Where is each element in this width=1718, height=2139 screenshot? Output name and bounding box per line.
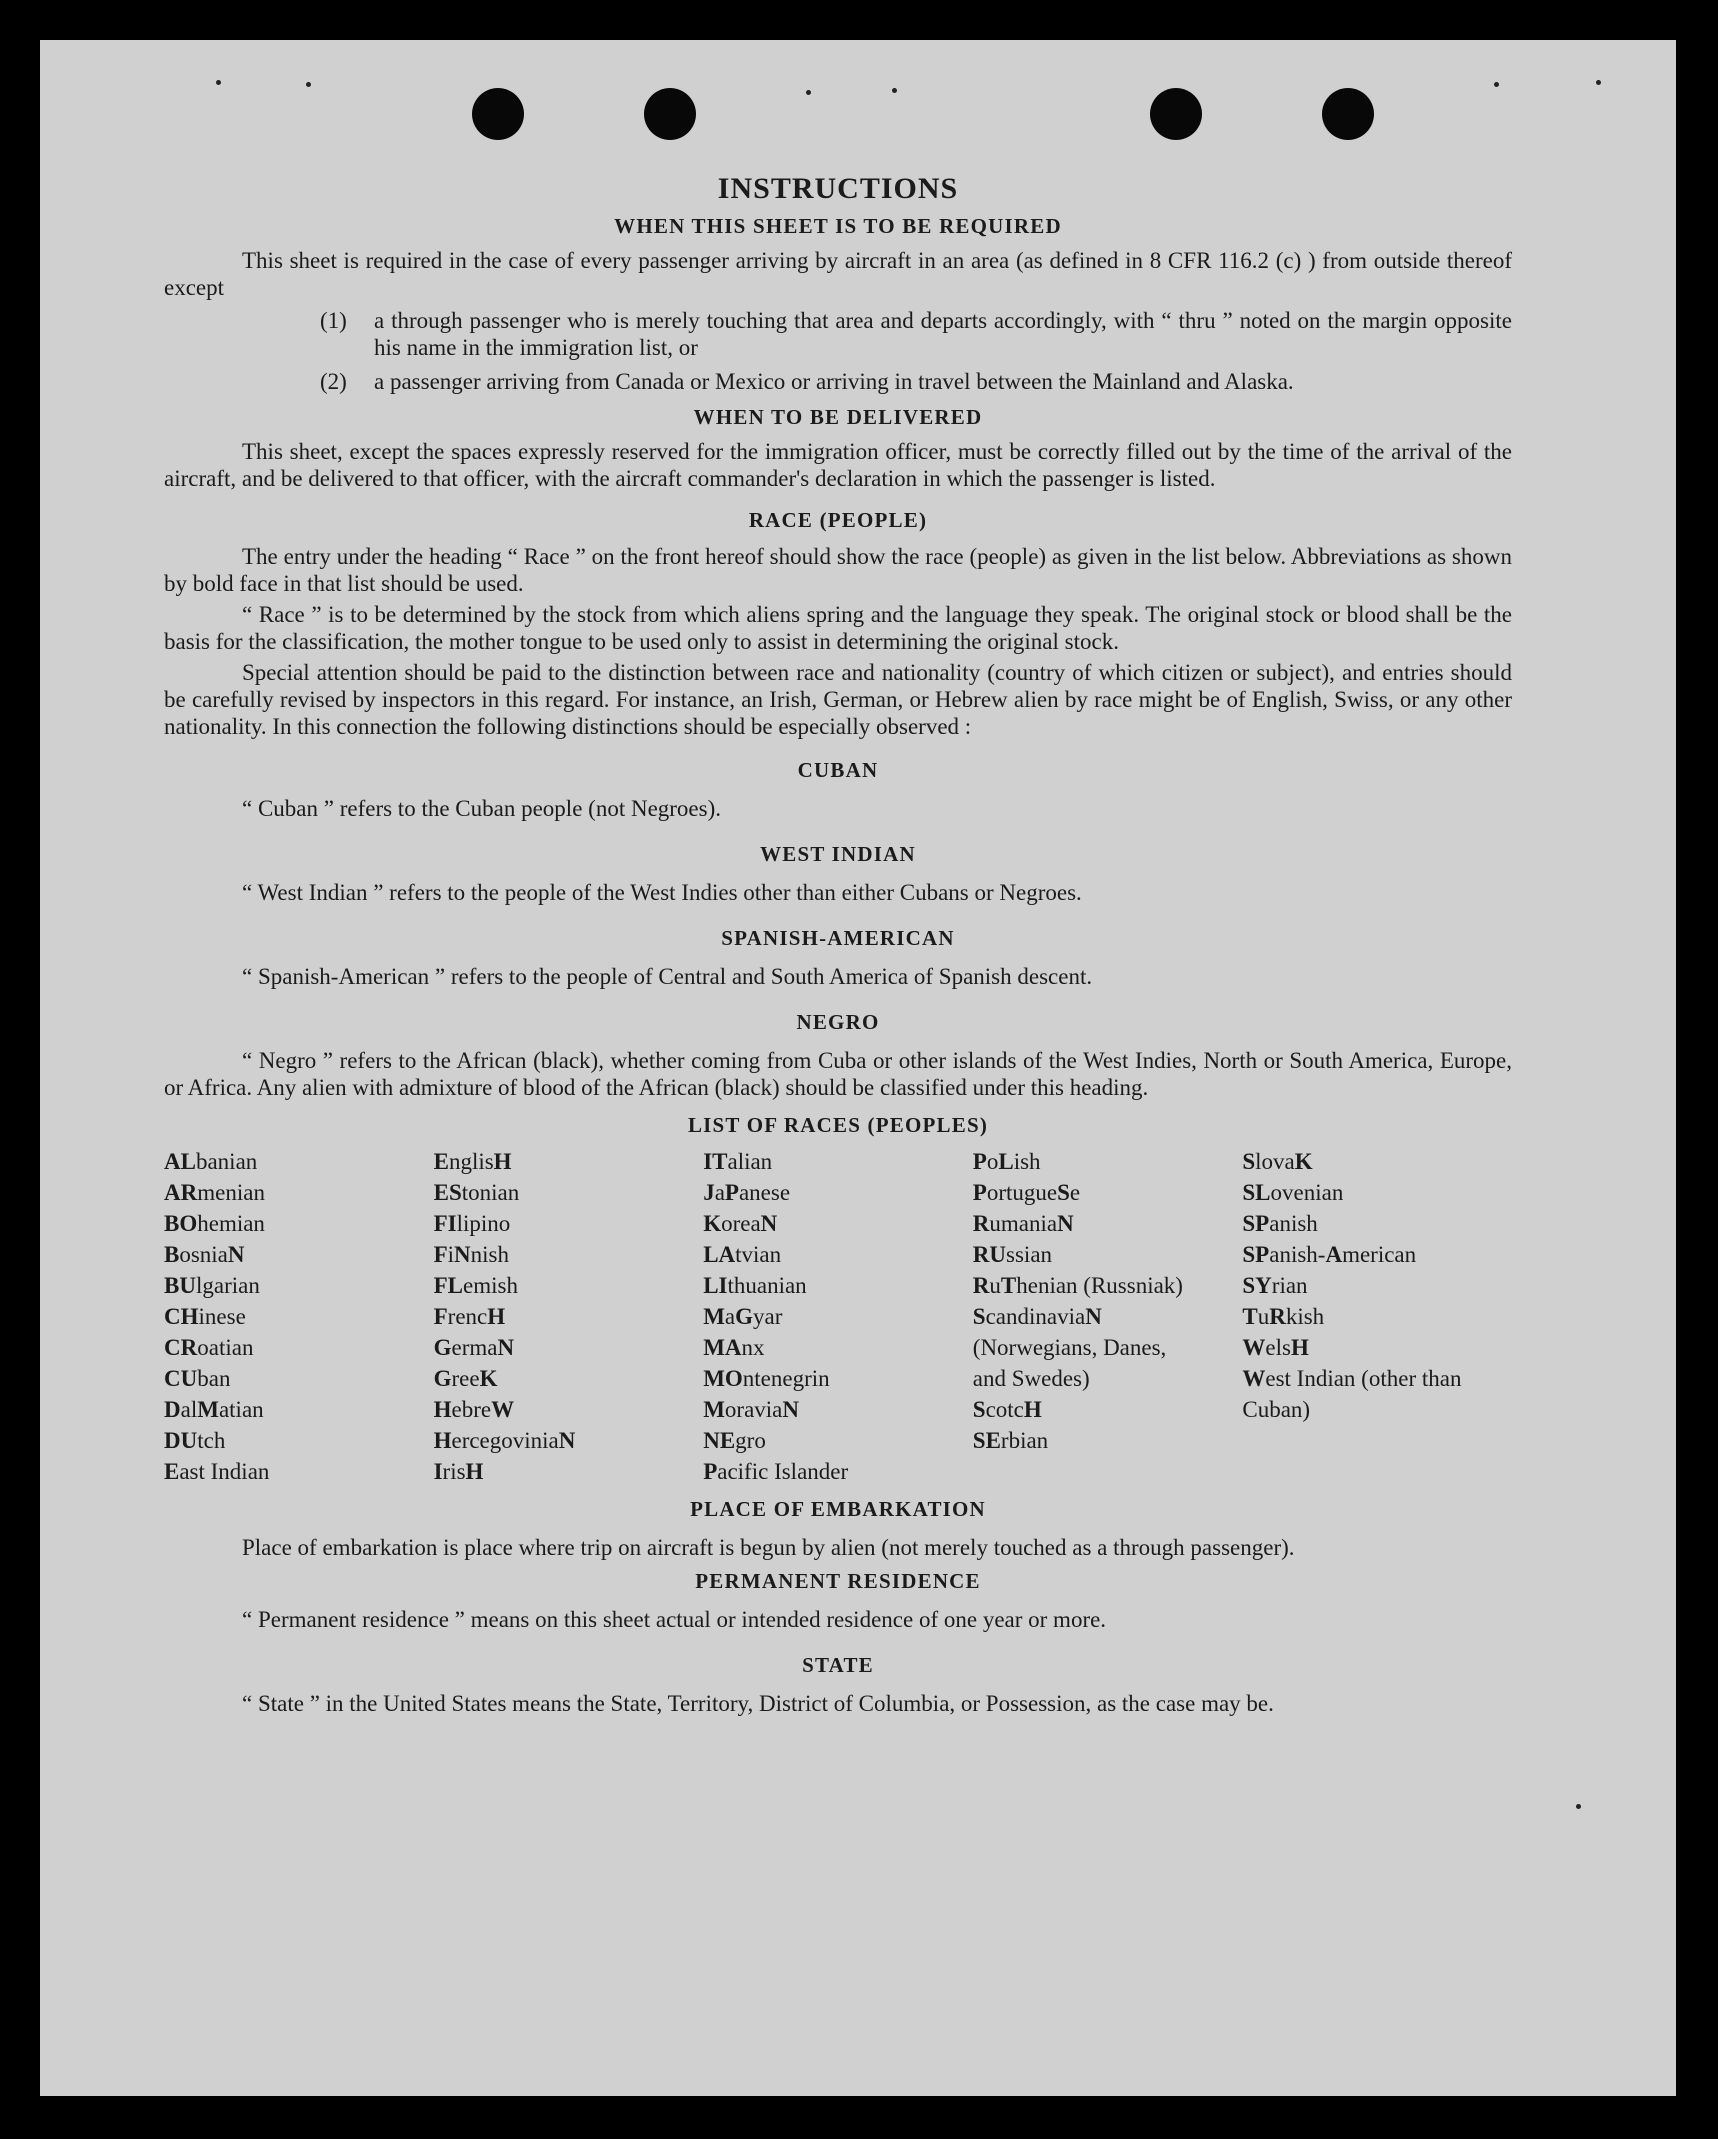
race-item: ALbanian: [164, 1149, 258, 1174]
heading-negro: NEGRO: [796, 1010, 880, 1034]
race-item: HebreW: [433, 1397, 515, 1422]
speck: [1494, 82, 1499, 87]
heading-state: STATE: [802, 1653, 874, 1677]
race-item: RUssian: [972, 1242, 1053, 1267]
race-item: SPanish: [1242, 1211, 1318, 1236]
race-item: LIthuanian: [703, 1273, 807, 1298]
race-item: FrencH: [433, 1304, 506, 1329]
race-column-4: [973, 1146, 1243, 1487]
race-item: GermaN: [433, 1335, 515, 1360]
cuban-text: “ Cuban ” refers to the Cuban people (not Negroes).: [242, 796, 722, 821]
race-item: DalMatian: [164, 1397, 264, 1422]
race-column-3: [703, 1146, 973, 1487]
item-text: a passenger arriving from Canada or Mexico or arriving in travel between the Mainland and Alaska.: [374, 369, 1294, 394]
permanent-residence-text: “ Permanent residence ” means on this sheet actual or intended residence of one year or more.: [242, 1607, 1107, 1632]
race-item: WelsH: [1242, 1335, 1309, 1360]
speck: [306, 82, 311, 87]
heading-permanent-residence: PERMANENT RESIDENCE: [695, 1569, 981, 1593]
race-item: FLemish: [433, 1273, 518, 1298]
race-item: SPanish-American: [1242, 1242, 1417, 1267]
race-item: TuRkish: [1242, 1304, 1325, 1329]
race-item: PoLish: [972, 1149, 1041, 1174]
exception-item-1: [320, 307, 1512, 361]
race-item: LAtvian: [703, 1242, 782, 1267]
race-item: KoreaN: [703, 1211, 778, 1236]
race-column-5: [1242, 1146, 1512, 1487]
race-item: BUlgarian: [164, 1273, 260, 1298]
race-item: EnglisH: [433, 1149, 512, 1174]
race-item: FIlipino: [433, 1211, 511, 1236]
race-item: MAnx: [703, 1335, 765, 1360]
race-item: SErbian: [972, 1428, 1049, 1453]
race-item: East Indian: [164, 1459, 270, 1484]
race-item: MaGyar: [703, 1304, 783, 1329]
embarkation-text: Place of embarkation is place where trip on aircraft is begun by alien (not merely touched as a through passenger).: [242, 1535, 1295, 1560]
item-text: a through passenger who is merely touching that area and departs accordingly, with “ thru ” noted on the margin opposite his name in the immigration list, or: [374, 308, 1512, 360]
race-item: ITalian: [703, 1149, 773, 1174]
race-item: West Indian (other than Cuban): [1242, 1366, 1462, 1422]
heading-cuban: CUBAN: [797, 758, 879, 782]
race-item: HercegoviniaN: [433, 1428, 576, 1453]
item-number: (2): [320, 369, 347, 394]
heading-race: RACE (PEOPLE): [748, 508, 928, 532]
race-paragraph-3: Special attention should be paid to the distinction between race and nationality (country of which citizen or subject), and entries should be carefully revised by inspectors in this regard. For instance, an Irish, German, or Hebrew alien by race might be of English, Swiss, or any other nationality. In this connection the following distinctions should be especially observed :: [164, 660, 1512, 739]
race-item: CHinese: [164, 1304, 246, 1329]
heading-west-indian: WEST INDIAN: [760, 842, 916, 866]
race-item: RumaniaN: [972, 1211, 1074, 1236]
heading-when-delivered: WHEN TO BE DELIVERED: [693, 405, 983, 429]
negro-text: “ Negro ” refers to the African (black), whether coming from Cuba or other islands of the West Indies, North or South America, Europe, or Africa. Any alien with admixture of blood of the African (black) should be classified under this heading.: [164, 1048, 1512, 1100]
race-item: PortugueSe: [972, 1180, 1081, 1205]
state-text: “ State ” in the United States means the State, Territory, District of Columbia, or Possession, as the case may be.: [242, 1691, 1274, 1716]
race-item: FiNnish: [433, 1242, 510, 1267]
exception-item-2: [320, 368, 1512, 395]
race-list: [164, 1146, 1512, 1487]
race-item: DUtch: [164, 1428, 226, 1453]
race-item: IrisH: [433, 1459, 484, 1484]
race-item: ScotcH: [972, 1397, 1042, 1422]
race-item: RuThenian (Russniak): [972, 1273, 1183, 1298]
race-item: CRoatian: [164, 1335, 254, 1360]
race-item: MoraviaN: [703, 1397, 799, 1422]
race-item: ScandinaviaN (Norwegians, Danes, and Swedes): [972, 1304, 1167, 1391]
race-item: ARmenian: [164, 1180, 265, 1205]
item-number: (1): [320, 308, 347, 333]
required-intro: This sheet is required in the case of every passenger arriving by aircraft in an area (as defined in 8 CFR 116.2 (c) ) from outside thereof except: [164, 248, 1512, 300]
race-item: BosniaN: [164, 1242, 245, 1267]
delivered-text: This sheet, except the spaces expressly reserved for the immigration officer, must be correctly filled out by the time of the arrival of the aircraft, and be delivered to that officer, with the aircraft commander's declaration in which the passenger is listed.: [164, 439, 1512, 491]
race-paragraph-1: The entry under the heading “ Race ” on the front hereof should show the race (people) as given in the list below. Abbreviations as shown by bold face in that list should be used.: [164, 544, 1512, 596]
heading-when-required: WHEN THIS SHEET IS TO BE REQUIRED: [614, 214, 1062, 238]
west-indian-text: “ West Indian ” refers to the people of the West Indies other than either Cubans or Negroes.: [242, 880, 1082, 905]
spanish-american-text: “ Spanish-American ” refers to the people of Central and South America of Spanish descent.: [242, 964, 1093, 989]
speck: [216, 80, 221, 85]
race-item: JaPanese: [703, 1180, 791, 1205]
race-item: SYrian: [1242, 1273, 1308, 1298]
instructions-content: [164, 132, 1512, 1717]
race-column-2: [434, 1146, 704, 1487]
race-item: MOntenegrin: [703, 1366, 830, 1391]
race-item: GreeK: [433, 1366, 498, 1391]
race-item: EStonian: [433, 1180, 520, 1205]
heading-spanish-american: SPANISH-AMERICAN: [721, 926, 955, 950]
race-item: NEgro: [703, 1428, 766, 1453]
speck: [806, 90, 811, 95]
speck: [1596, 80, 1601, 85]
race-item: BOhemian: [164, 1211, 265, 1236]
heading-list-of-races: LIST OF RACES (PEOPLES): [687, 1113, 989, 1137]
race-item: Pacific Islander: [703, 1459, 849, 1484]
speck: [1576, 1804, 1581, 1809]
race-item: SLovenian: [1242, 1180, 1344, 1205]
race-item: SlovaK: [1242, 1149, 1313, 1174]
race-column-1: [164, 1146, 434, 1487]
race-item: CUban: [164, 1366, 231, 1391]
speck: [892, 88, 897, 93]
page-title: INSTRUCTIONS: [717, 172, 959, 205]
race-paragraph-2: “ Race ” is to be determined by the stock from which aliens spring and the language they speak. The original stock or blood shall be the basis for the classification, the mother tongue to be used only to assist in determining the original stock.: [164, 602, 1512, 654]
heading-embarkation: PLACE OF EMBARKATION: [690, 1497, 986, 1521]
